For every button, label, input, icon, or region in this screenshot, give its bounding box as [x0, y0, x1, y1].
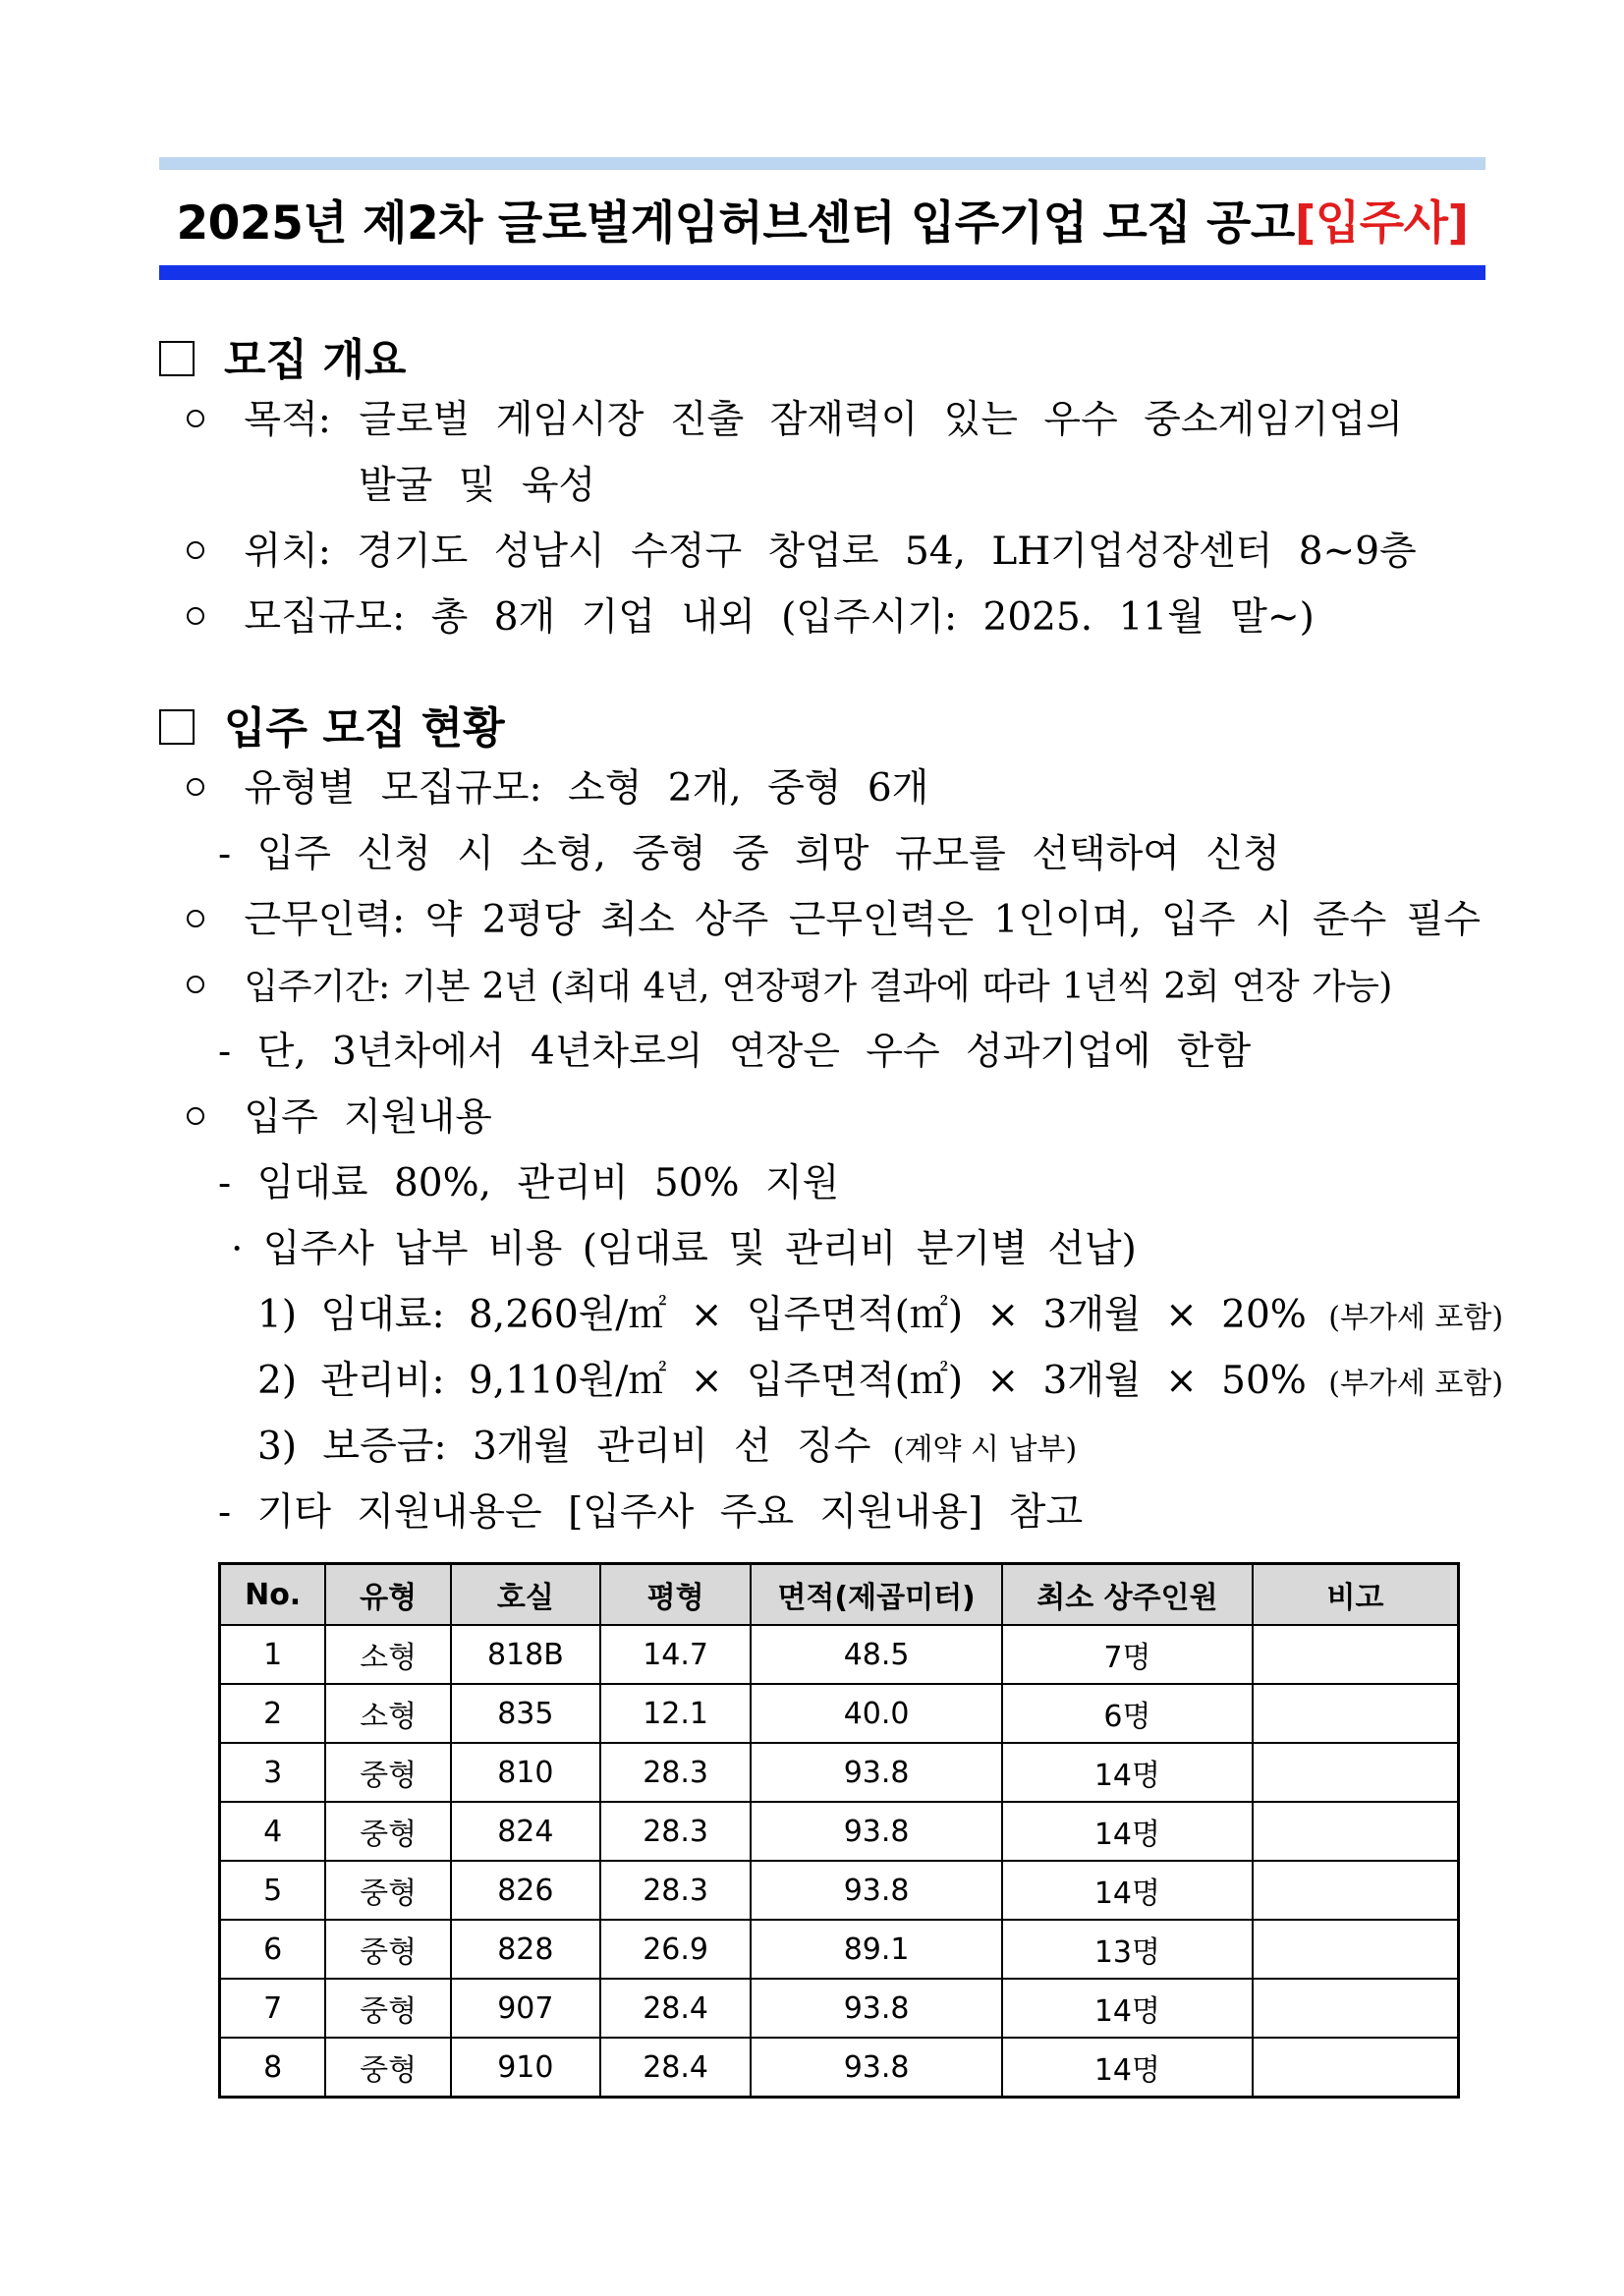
header-pyeong: 평형 [600, 1564, 752, 1626]
table-row [220, 1625, 1459, 1684]
cell-remarks [1253, 1743, 1458, 1802]
cell-room: 835 [451, 1684, 600, 1743]
cell-room: 828 [451, 1920, 600, 1979]
other-support: - 기타 지원내용은 [입주사 주요 지원내용] 참고 [218, 1490, 1084, 1535]
period-line [187, 962, 1392, 1012]
cell-remarks [1253, 1684, 1458, 1743]
section-heading-text: 입주 모집 현황 [224, 703, 505, 754]
cell-type: 중형 [325, 1979, 451, 2038]
cell-type: 중형 [325, 2038, 451, 2098]
cell-area: 89.1 [751, 1920, 1001, 1979]
cell-no: 4 [220, 1802, 326, 1861]
cell-remarks [1253, 2038, 1458, 2098]
cell-pyeong: 26.9 [600, 1920, 752, 1979]
cell-pyeong: 14.7 [600, 1625, 752, 1684]
title-bottom-bar [159, 265, 1485, 280]
cost2-main: 2) 관리비: 9,110원/㎡ × 입주면적(㎡) × 3개월 × 50% [257, 1359, 1307, 1403]
title-top-bar [159, 157, 1485, 170]
cell-min-staff: 14명 [1002, 1861, 1253, 1920]
cell-pyeong: 28.4 [600, 1979, 752, 2038]
cell-room: 910 [451, 2038, 600, 2098]
cell-no: 6 [220, 1920, 326, 1979]
cell-pyeong: 28.3 [600, 1743, 752, 1802]
section-heading-text: 모집 개요 [224, 335, 407, 385]
header-type: 유형 [325, 1564, 451, 1626]
circle-bullet-icon [187, 910, 204, 927]
cell-room: 824 [451, 1802, 600, 1861]
circle-bullet-icon [187, 607, 204, 625]
cell-area: 93.8 [751, 1802, 1001, 1861]
cell-pyeong: 28.3 [600, 1861, 752, 1920]
type-scale-line [187, 764, 928, 813]
cell-pyeong: 28.3 [600, 1802, 752, 1861]
cell-area: 93.8 [751, 1743, 1001, 1802]
cost1-note: (부가세 포함) [1328, 1301, 1504, 1335]
header-remarks: 비고 [1253, 1564, 1458, 1626]
cell-min-staff: 7명 [1002, 1625, 1253, 1684]
cell-no: 7 [220, 1979, 326, 2038]
table-row [220, 1979, 1459, 2038]
cell-room: 826 [451, 1861, 600, 1920]
cost3-main: 3) 보증금: 3개월 관리비 선 징수 [257, 1425, 871, 1469]
cell-min-staff: 14명 [1002, 1743, 1253, 1802]
cell-remarks [1253, 1979, 1458, 2038]
table-row [220, 1743, 1459, 1802]
cost1-main: 1) 임대료: 8,260원/㎡ × 입주면적(㎡) × 3개월 × 20% [257, 1293, 1307, 1337]
circle-bullet-icon [187, 410, 204, 427]
cell-min-staff: 6명 [1002, 1684, 1253, 1743]
cell-no: 8 [220, 2038, 326, 2098]
location-line [187, 528, 1417, 577]
scale-line [187, 593, 1315, 643]
cell-min-staff: 13명 [1002, 1920, 1253, 1979]
table-header-row [220, 1564, 1459, 1626]
cell-type: 중형 [325, 1802, 451, 1861]
cost3-note: (계약 시 납부) [892, 1432, 1078, 1467]
cost-line-1 [257, 1291, 1503, 1343]
cell-type: 소형 [325, 1625, 451, 1684]
cell-type: 소형 [325, 1684, 451, 1743]
cell-type: 중형 [325, 1743, 451, 1802]
cost-line-2 [257, 1357, 1503, 1409]
cell-area: 93.8 [751, 1979, 1001, 2038]
cell-room: 907 [451, 1979, 600, 2038]
type-note: - 입주 신청 시 소형, 중형 중 희망 규모를 선택하여 신청 [218, 832, 1280, 876]
header-room: 호실 [451, 1564, 600, 1626]
support-cost: · 입주사 납부 비용 (임대료 및 관리비 분기별 선납) [231, 1227, 1137, 1271]
table-row [220, 1802, 1459, 1861]
cell-remarks [1253, 1625, 1458, 1684]
circle-bullet-icon [187, 541, 204, 559]
table-row [220, 1684, 1459, 1743]
cost-line-3 [257, 1423, 1077, 1475]
square-bullet-icon [159, 341, 195, 376]
cell-remarks [1253, 1861, 1458, 1920]
table-row [220, 1920, 1459, 1979]
cell-min-staff: 14명 [1002, 1979, 1253, 2038]
purpose-label: 목적: [244, 398, 331, 442]
circle-bullet-icon [187, 976, 204, 993]
location-text: 위치: 경기도 성남시 수정구 창업로 54, LH기업성장센터 8~9층 [244, 530, 1417, 574]
cell-min-staff: 14명 [1002, 2038, 1253, 2098]
circle-bullet-icon [187, 1107, 204, 1125]
title-accent: [입주사] [1294, 196, 1469, 251]
cell-min-staff: 14명 [1002, 1802, 1253, 1861]
cost2-note: (부가세 포함) [1328, 1367, 1504, 1401]
cell-remarks [1253, 1802, 1458, 1861]
purpose-text: 글로벌 게임시장 진출 잠재력이 있는 우수 중소게임기업의 [359, 398, 1403, 442]
cell-no: 5 [220, 1861, 326, 1920]
period-note: - 단, 3년차에서 4년차로의 연장은 우수 성과기업에 한함 [218, 1030, 1252, 1074]
title-main: 2025년 제2차 글로벌게임허브센터 입주기업 모집 공고 [176, 196, 1295, 251]
purpose-line [187, 396, 1403, 445]
header-no: No. [220, 1564, 326, 1626]
period-text: 입주기간: 기본 2년 (최대 4년, 연장평가 결과에 따라 1년씩 2회 연장 가능) [244, 967, 1392, 1007]
cell-area: 40.0 [751, 1684, 1001, 1743]
table-row [220, 2038, 1459, 2098]
support-label: 입주 지원내용 [244, 1095, 492, 1140]
cell-area: 93.8 [751, 1861, 1001, 1920]
cell-remarks [1253, 1920, 1458, 1979]
section-heading-overview [159, 324, 407, 385]
cell-no: 3 [220, 1743, 326, 1802]
header-min-staff: 최소 상주인원 [1002, 1564, 1253, 1626]
cell-no: 2 [220, 1684, 326, 1743]
cell-type: 중형 [325, 1920, 451, 1979]
support-rent: - 임대료 80%, 관리비 50% 지원 [218, 1161, 840, 1205]
scale-text: 모집규모: 총 8개 기업 내외 (입주시기: 2025. 11월 말~) [244, 595, 1315, 640]
units-table [218, 1562, 1460, 2099]
cell-pyeong: 28.4 [600, 2038, 752, 2098]
cell-no: 1 [220, 1625, 326, 1684]
circle-bullet-icon [187, 778, 204, 796]
purpose-line-2: 발굴 및 육성 [359, 464, 596, 508]
cell-type: 중형 [325, 1861, 451, 1920]
cell-room: 810 [451, 1743, 600, 1802]
section-heading-status [159, 693, 505, 754]
support-line [187, 1093, 492, 1143]
page-title [159, 187, 1485, 252]
header-area: 면적(제곱미터) [751, 1564, 1001, 1626]
type-scale-text: 유형별 모집규모: 소형 2개, 중형 6개 [244, 766, 929, 811]
cell-room: 818B [451, 1625, 600, 1684]
staff-text: 근무인력: 약 2평당 최소 상주 근무인력은 1인이며, 입주 시 준수 필수 [244, 898, 1482, 942]
cell-area: 93.8 [751, 2038, 1001, 2098]
table-row [220, 1861, 1459, 1920]
cell-area: 48.5 [751, 1625, 1001, 1684]
cell-pyeong: 12.1 [600, 1684, 752, 1743]
square-bullet-icon [159, 709, 195, 745]
staff-line [187, 896, 1481, 945]
